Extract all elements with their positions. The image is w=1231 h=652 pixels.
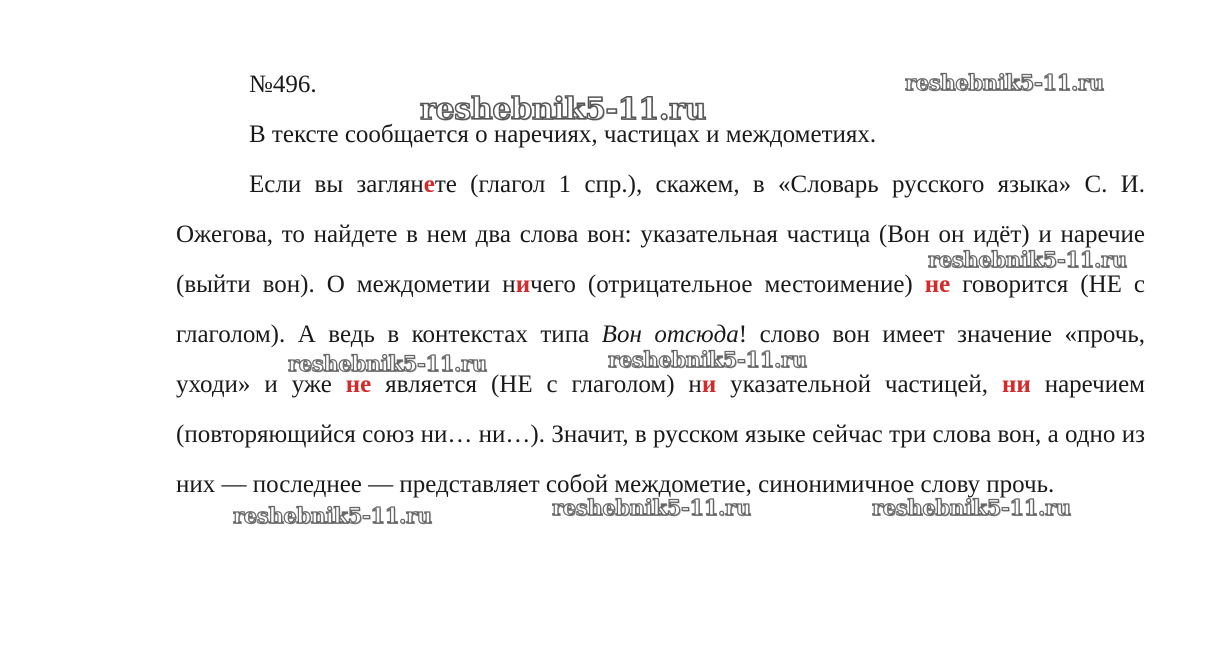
watermark-logo: reshebnik5-11.ru: [233, 503, 432, 528]
text-run: чего (отрицательное местоимение): [530, 271, 925, 298]
watermark-logo: reshebnik5-11.ru: [905, 70, 1104, 95]
text-run: говорится (НЕ с глаголом). А ведь в контекстах типа: [176, 271, 1146, 348]
watermark-logo: reshebnik5-11.ru: [872, 495, 1071, 520]
highlight-particle: не: [345, 371, 372, 398]
watermark-logo: reshebnik5-11.ru: [928, 247, 1127, 272]
text-run: Если вы загля: [249, 171, 411, 198]
watermark-logo: reshebnik5-11.ru: [552, 495, 751, 520]
text-run: ! слово вон имеет значение «прочь, уходи» и уже: [176, 321, 1145, 398]
text-run: указательной частицей,: [716, 371, 1002, 398]
text-run: наречием (повторяющийся союз ни… ни…). Значит, в русском языке сейчас три слова вон, а одно из них — последнее — представляет собой междометие, синонимичное слову прочь.: [176, 371, 1146, 498]
watermark-logo: reshebnik5-11.ru: [288, 351, 487, 376]
italic-example: Вон отсюда: [601, 321, 739, 348]
highlight-particle: не: [924, 271, 951, 298]
text-run: является (НЕ с глаголом) н: [371, 371, 702, 398]
highlight-letter: и: [515, 271, 531, 298]
highlight-letter: е: [423, 171, 435, 198]
exercise-number: №496.: [249, 71, 317, 98]
text-run: те (глагол 1 спр.), скажем, в «Словарь русского языка» С. И. Ожегова, то найдете в нем два слова вон: указательная частица (Вон он идёт) и наречие (выйти вон). О междометии н: [176, 171, 1145, 298]
exercise-text: [176, 60, 1145, 510]
highlight-letter: и: [701, 371, 717, 398]
paragraph-intro: В тексте сообщается о наречиях, частицах и междометиях.: [249, 121, 877, 148]
paragraph-main: [176, 160, 1145, 510]
text-run: н: [410, 171, 424, 198]
watermark-logo: reshebnik5-11.ru: [608, 347, 807, 372]
watermark-logo: reshebnik5-11.ru: [420, 92, 706, 127]
highlight-particle: ни: [1001, 371, 1031, 398]
